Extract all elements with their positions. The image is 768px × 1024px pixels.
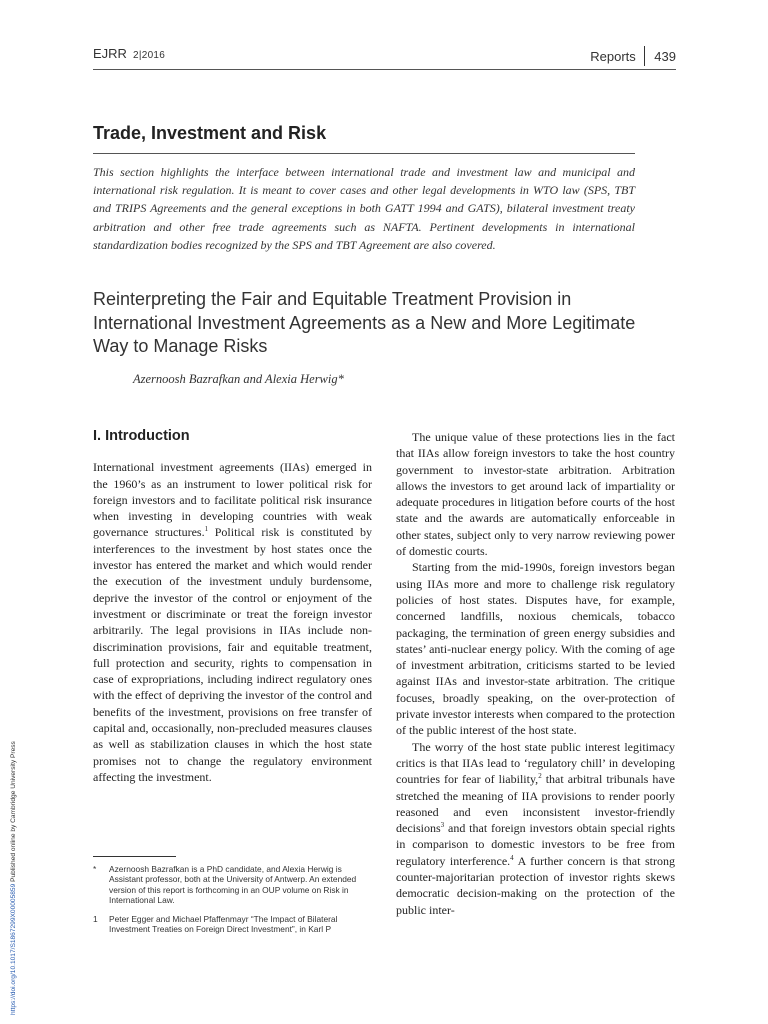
footnote (93, 914, 363, 935)
footnote-text: Azernoosh Bazrafkan is a PhD candidate, and Alexia Herwig is Assistant professor, both at the University of Antwerp. An extended version of this report is forthcoming in an OUP volume on Risk in International Law. (109, 864, 357, 906)
body-paragraph: Starting from the mid-1990s, foreign investors began using IIAs more and more to challenge risk regulatory policies of host states. Disputes have, for example, concerned landfills, noxious chemicals, tobacco packaging, the termination of green energy subsidies and states’ anti-nuclear energy policy. With the coming of age of investment arbitration, criticisms started to be levied against IIAs and investor-state arbitration. The critique focuses, broadly speaking, on the over-protection of private investor interests when compared to the protection of the public interest of the host state. (396, 560, 675, 738)
body-paragraph: The worry of the host state public interest legitimacy critics is that IIAs lead to ‘regulatory chill’ in developing countries for fear of liability,$^2$ that arbitral tribunals have stretched the meaning of IIA provisions to render poorly reasoned and even inconsistent investor-friendly decisions$^3$ and that foreign investors obtain special rights in comparison to domestic investors to be free from regulatory interference.$^4$ A further concern is that strong counter-majoritarian protection of investor rights skews democratic decision-making on the protection of the public inter- (396, 739, 675, 917)
footnote-ref[interactable]: 4 (510, 853, 514, 862)
section-intro: This section highlights the interface between international trade and investment law and municipal and international risk regulation. It is meant to cover cases and other legal developments in WTO law (SPS, TBT and TRIPS Agreements and the general exceptions in both GATT 1994 and GATS), bilateral investment treaty arbitration and other free trade agreements such as NAFTA. Pertinent developments in international standardization bodies recognized by the SPS and TBT Agreement are also covered. (93, 165, 635, 252)
footnote-rule (93, 856, 176, 857)
journal-name: EJRR (93, 46, 127, 61)
running-header-journal (93, 46, 165, 61)
article-authors: Azernoosh Bazrafkan and Alexia Herwig* (133, 372, 344, 386)
footnote-ref[interactable]: 1 (204, 525, 209, 534)
publisher-note: Published online by Cambridge University Press (10, 741, 17, 884)
body-paragraph: International investment agreements (IIAs) emerged in the 1960’s as an instrument to lower political risk for foreign investors and to facilitate political risk insurance when investing in developing countries with weak governance structures.$^1$ Political risk is constituted by interferences to the investment by host states once the investor has entered the market and which would render the execution of the investment unduly burdensome, deprive the investor of the control or enjoyment of the investment or discriminate or treat the foreign investor arbitrarily. The legal provisions in IIAs include non-discrimination provisions, fair and equitable treatment, full protection and security, rights to compensation in case of expropriations, including indirect regulatory ones with the effect of depriving the investor of the control and benefits of the investment, provisions on free transfer of capital and, occasionally, non-precluded measures clauses as well as stabilization clauses in which the host state promises not to change the regulatory environment affecting the investment. (93, 460, 372, 784)
header-rule (93, 69, 676, 70)
footnote-mark: 1 (93, 914, 98, 924)
introduction-heading: I. Introduction (93, 428, 190, 444)
body-column-right (396, 429, 675, 918)
running-header-section (590, 46, 676, 66)
header-divider (644, 46, 646, 66)
section-title: Trade, Investment and Risk (93, 123, 327, 143)
footnote-text: Peter Egger and Michael Pfaffenmayr “The Impact of Bilateral Investment Treaties on Foreign Direct Investment”, in Karl P (109, 914, 338, 935)
doi-side-strip (10, 741, 17, 1015)
page-number: 439 (654, 48, 676, 64)
article-title: Reinterpreting the Fair and Equitable Treatment Provision in International Investment Agreements as a New and More Legitimate Way to Manage Risks (93, 289, 636, 356)
section-name: Reports (590, 48, 636, 64)
body-column-left (93, 426, 372, 785)
body-paragraph: The unique value of these protections lies in the fact that IIAs allow foreign investors to take the host country government to investor-state arbitration. Arbitration allows the investors to get around lack of impartiality or adequate procedures in litigation before courts of the host state and the awards are automatically enforceable in other states, subject only to very narrow reviewing power of domestic courts. (396, 430, 675, 559)
footnote (93, 864, 363, 906)
footnote-ref[interactable]: 3 (440, 821, 445, 830)
doi-link[interactable]: https://doi.org/10.1017/S1867299X00005859 (10, 883, 17, 1015)
footnote-ref[interactable]: 2 (538, 772, 542, 781)
footnote-mark: * (93, 864, 97, 874)
journal-issue: 2|2016 (132, 50, 166, 61)
section-rule (93, 153, 635, 154)
